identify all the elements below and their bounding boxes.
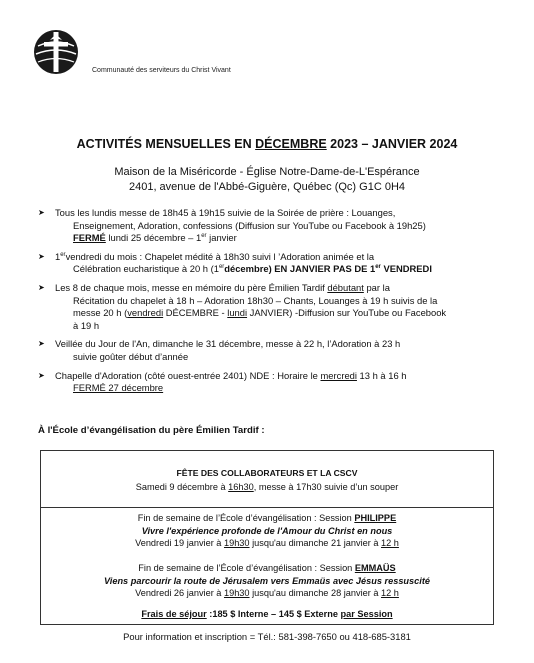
globe-cross-logo-icon: [32, 28, 80, 76]
list-item: ➤ Tous les lundis messe de 18h45 à 19h15 suivie de la Soirée de prière : Louanges, Enseignement, Adoration, confessions (Diffusion sur YouTube ou Facebook à 19h25) FERMÉ lundi 25 décembre – 1er janvier: [38, 207, 426, 244]
arrow-bullet-icon: ➤: [38, 282, 45, 292]
fees-line: Frais de séjour :185 $ Interne – 145 $ Externe par Session: [141, 609, 393, 619]
celebration-date: Samedi 9 décembre à 16h30, messe à 17h30 suivie d’un souper: [135, 482, 399, 492]
venue-block: [0, 165, 534, 195]
list-item: ➤ Chapelle d'Adoration (côté ouest-entrée 2401) NDE : Horaire le mercredi 13 h à 16 h FERMÉ 27 décembre: [38, 369, 407, 394]
session-philippe: Fin de semaine de l’École d’évangélisation : Session PHILIPPE Vivre l'expérience profonde de l'Amour du Christ en nous Vendredi 19 janvier à 19h30 jusqu'au dimanche 21 janvier à 12 h: [135, 513, 399, 549]
arrow-bullet-icon: ➤: [38, 370, 45, 380]
arrow-bullet-icon: ➤: [38, 251, 45, 261]
box-divider: [41, 507, 493, 508]
list-item: ➤ Veillée du Jour de l'An, dimanche le 31 décembre, messe à 22 h, l’Adoration à 23 h suivie goûter début d’année: [38, 338, 401, 362]
arrow-bullet-icon: ➤: [38, 339, 45, 349]
list-item: ➤ 1ervendredi du mois : Chapelet médité à 18h30 suivi l ’Adoration animée et la Célébration eucharistique à 20 h (1erdécembre) EN JANVIER PAS DE 1er VENDREDI: [38, 250, 432, 275]
activities-list: [38, 207, 508, 401]
list-item: ➤ Les 8 de chaque mois, messe en mémoire du père Émilien Tardif débutant par la Récitation du chapelet à 18 h – Adoration 18h30 – Chants, Louanges à 19 h suivis de la messe 20 h (vendredi DÉCEMBRE - lundi JANVIER) -Diffusion sur YouTube ou Facebook à 19 h: [38, 281, 447, 331]
page-title: ACTIVITÉS MENSUELLES EN DÉCEMBRE 2023 – JANVIER 2024: [76, 137, 458, 151]
celebration-title: FÊTE DES COLLABORATEURS ET LA CSCV: [176, 468, 358, 478]
contact-footer: Pour information et inscription = Tél.: 581-398-7650 ou 418-685-3181: [123, 631, 411, 642]
events-box: [40, 450, 494, 625]
venue-name: Maison de la Miséricorde - Église Notre-Dame-de-L'Espérance: [114, 166, 420, 178]
venue-address: 2401, avenue de l'Abbé-Giguère, Québec (Qc) G1C 0H4: [128, 181, 406, 193]
school-heading: À l'École d’évangélisation du père Émilien Tardif :: [38, 425, 265, 436]
arrow-bullet-icon: ➤: [38, 208, 45, 217]
organization-name: Communauté des serviteurs du Christ Vivant: [92, 67, 231, 74]
session-emmaus: Fin de semaine de l’École d’évangélisation : Session EMMAÜS Viens parcourir la route de Jérusalem vers Emmaüs avec Jésus ressuscité Vendredi 26 janvier à 19h30 jusqu'au dimanche 28 janvier à 12 h: [104, 563, 430, 599]
